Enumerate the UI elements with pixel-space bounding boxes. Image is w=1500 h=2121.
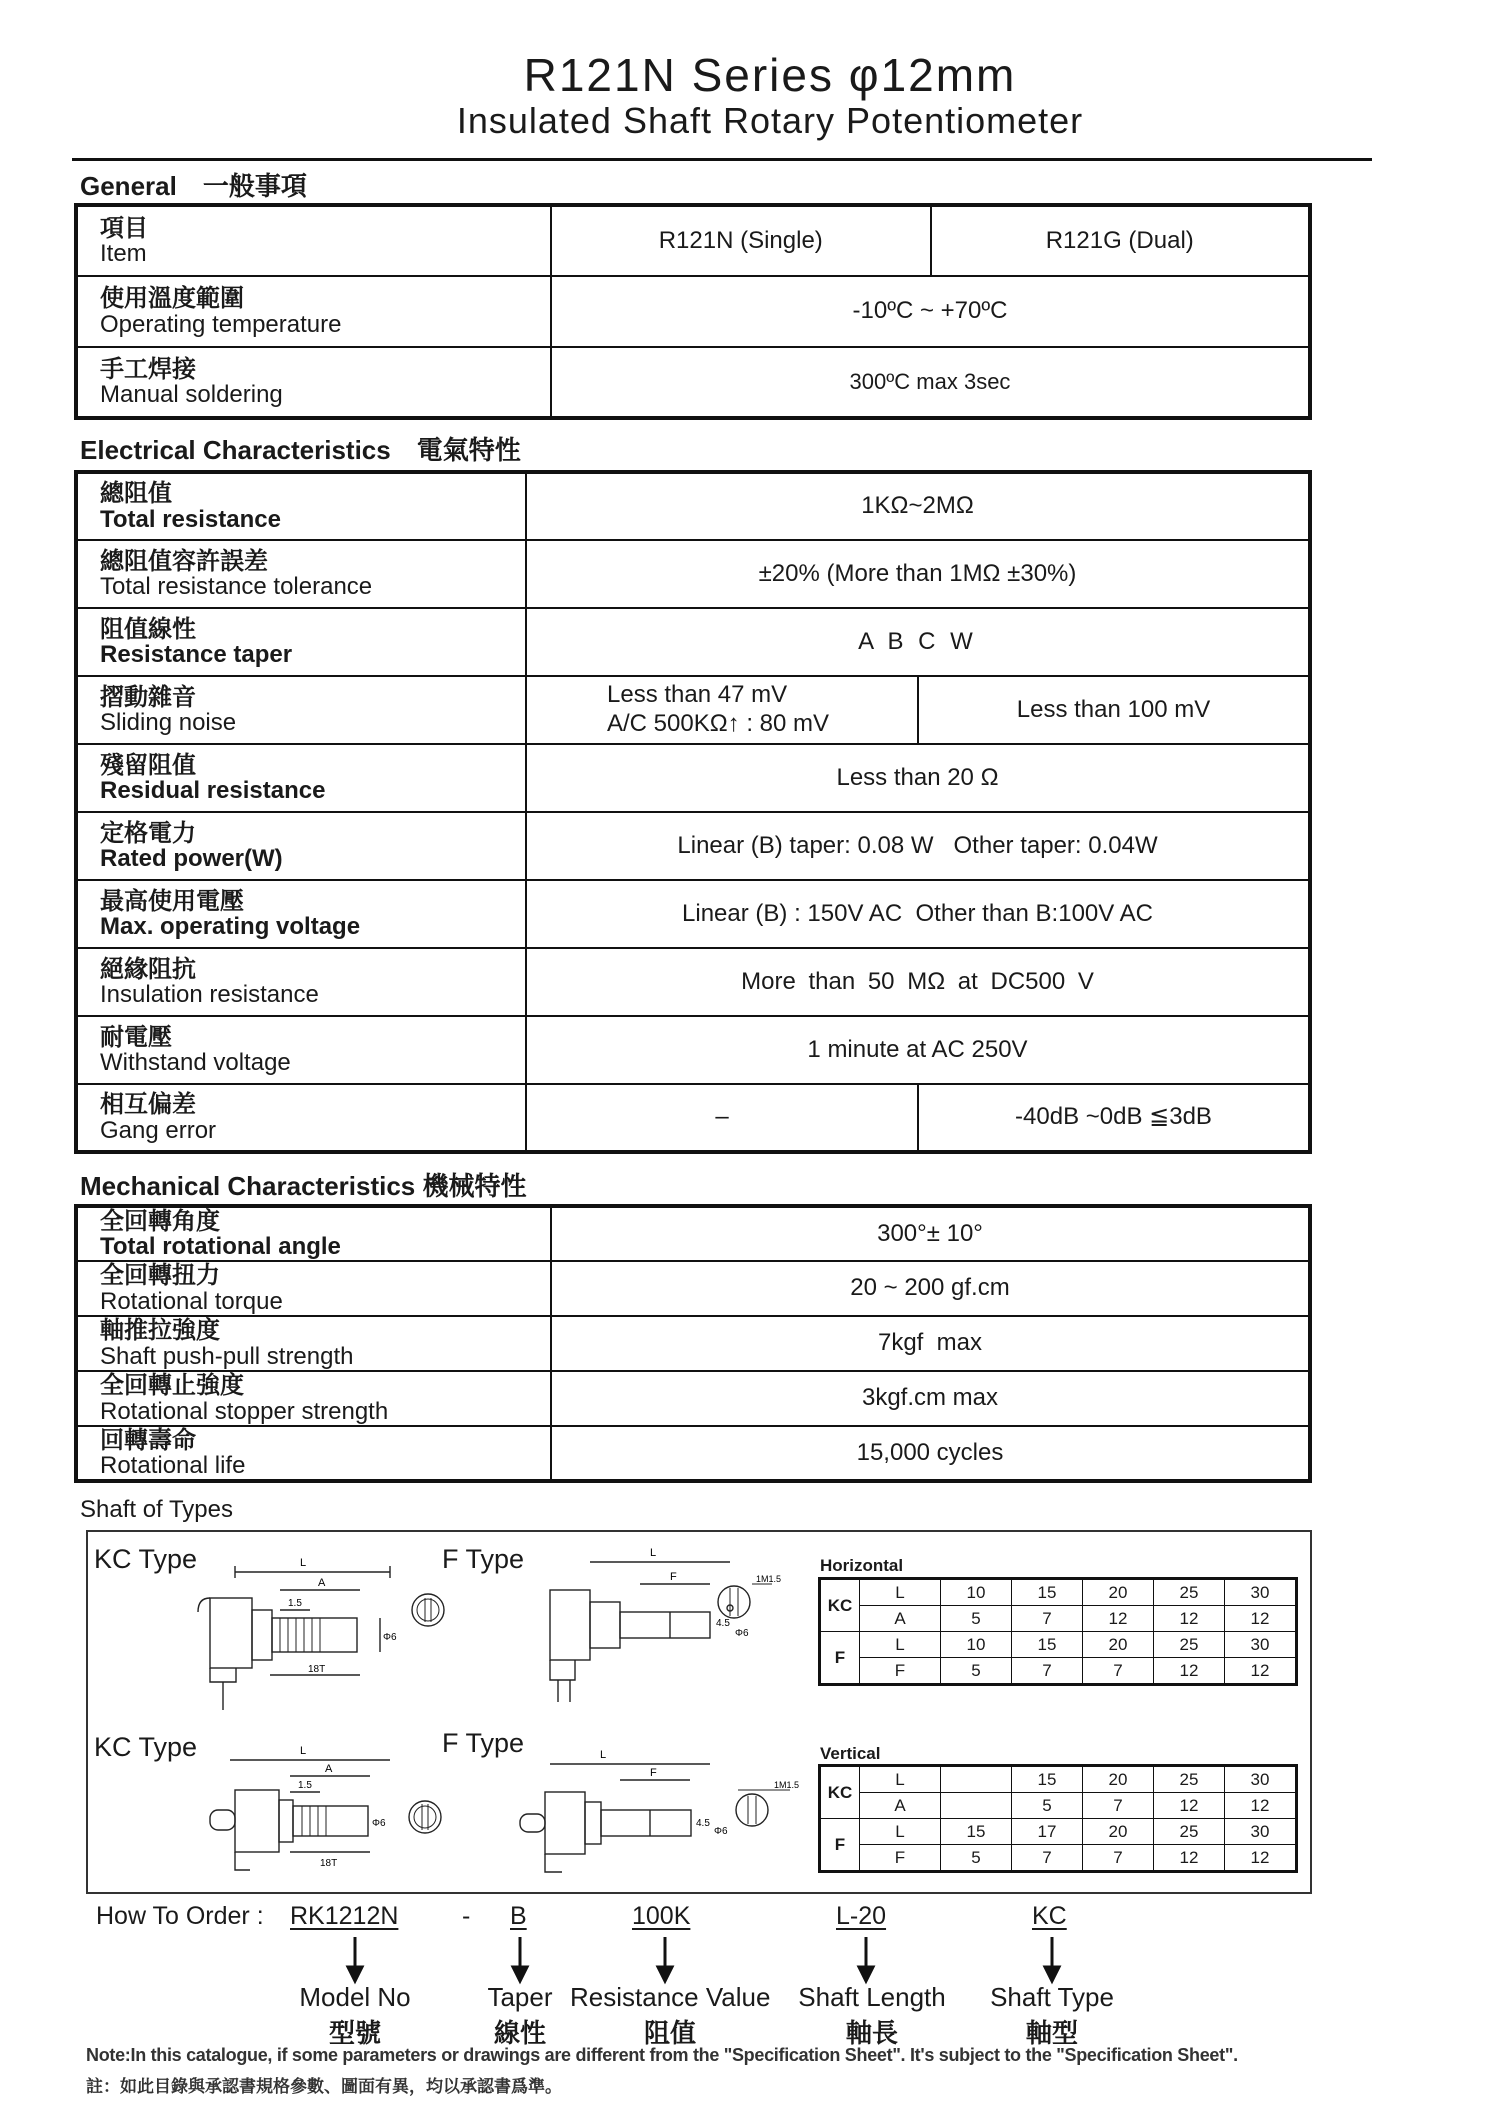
dim-18t: 18T	[308, 1664, 326, 1675]
row-label	[76, 676, 526, 744]
label-zh: 定格電力	[100, 819, 196, 847]
label-en: Item	[100, 240, 147, 267]
section-general-heading: General 一般事項	[80, 171, 307, 201]
row-label	[76, 540, 526, 608]
group-f: F	[820, 1632, 860, 1685]
label-en: Withstand voltage	[100, 1049, 291, 1076]
part-label-en: Shaft Length	[798, 1982, 946, 2012]
mechanical-table	[74, 1204, 1312, 1483]
table-cell: 30	[1225, 1632, 1297, 1658]
dim-phi6: Φ6	[372, 1818, 386, 1829]
label-en: Sliding noise	[100, 709, 237, 736]
table-row	[76, 1206, 1310, 1261]
row-value: 1 minute at AC 250V	[526, 1016, 1310, 1084]
label-en: Max. operating voltage	[100, 913, 361, 940]
table-cell: 7	[1083, 1845, 1154, 1872]
row-value: Linear (B) taper: 0.08 W Other taper: 0.04W	[526, 812, 1310, 880]
label-en: Operating temperature	[100, 310, 342, 338]
row-value-dual: R121G (Dual)	[931, 205, 1311, 276]
label-en: Rated power(W)	[100, 845, 283, 872]
table-cell: 25	[1154, 1632, 1225, 1658]
table-row	[76, 205, 1310, 276]
label-zh: 阻值線性	[100, 615, 196, 643]
label-zh: 全回轉止強度	[100, 1372, 244, 1400]
f-shaft-end-view-horizontal	[712, 1574, 802, 1624]
table-row	[76, 1316, 1310, 1371]
dim-18t: 18T	[320, 1858, 338, 1869]
sliding-noise-line1: Less than 47 mV	[607, 681, 788, 709]
table-row	[76, 608, 1310, 676]
row-value-dual: -40dB ~0dB ≦3dB	[918, 1084, 1310, 1152]
row-key: L	[860, 1766, 941, 1793]
note-chinese: 註：如此目錄與承認書規格參數、圖面有異，均以承認書爲準。	[86, 2077, 562, 2096]
part-label-zh: 線性	[493, 2018, 546, 2048]
row-label	[76, 1316, 551, 1371]
table-cell: 15	[1012, 1766, 1083, 1793]
part-label-zh: 軸長	[845, 2018, 898, 2048]
row-label	[76, 880, 526, 948]
vertical-dimension-table	[818, 1764, 1298, 1873]
part-label-en: Resistance Value	[570, 1982, 771, 2012]
row-key: L	[860, 1579, 941, 1606]
dim-m: 1M1.5	[774, 1780, 800, 1790]
group-f: F	[820, 1819, 860, 1872]
table-cell: 7	[1083, 1658, 1154, 1685]
part-label-en: Model No	[299, 1982, 411, 2012]
table-cell: 12	[1225, 1793, 1297, 1819]
table-cell: 12	[1225, 1845, 1297, 1872]
order-part-shaft-length	[792, 1982, 952, 2050]
row-key: F	[860, 1658, 941, 1685]
row-value: More than 50 MΩ at DC500 V	[526, 948, 1310, 1016]
label-zh: 絕緣阻抗	[100, 955, 196, 983]
arrow-down-icon	[348, 1967, 362, 1981]
row-key: A	[860, 1793, 941, 1819]
label-zh: 回轉壽命	[100, 1426, 196, 1454]
table-row	[76, 948, 1310, 1016]
note-english: Note:In this catalogue, if some parameters or drawings are different from the "Specification Sheet". It's subject to the "Specification Sheet".	[86, 2045, 1238, 2065]
row-label	[76, 1016, 526, 1084]
dim-l: L	[300, 1557, 307, 1569]
table-cell: 20	[1083, 1766, 1154, 1793]
table-row	[820, 1766, 1297, 1793]
part-label-zh: 軸型	[1025, 2018, 1078, 2048]
row-label	[76, 347, 551, 418]
label-zh: 總阻值容許誤差	[100, 547, 268, 575]
row-value: 20 ~ 200 gf.cm	[551, 1261, 1310, 1316]
table-cell: 12	[1154, 1658, 1225, 1685]
row-label	[76, 276, 551, 347]
label-zh: 軸推拉強度	[100, 1317, 220, 1345]
label-zh: 殘留阻值	[100, 751, 196, 779]
row-value: ±20% (More than 1MΩ ±30%)	[526, 540, 1310, 608]
title-divider	[72, 158, 1372, 161]
kc-type-label-vertical: KC Type	[94, 1732, 198, 1762]
dim-m: 1M1.5	[756, 1574, 782, 1584]
table-row	[76, 812, 1310, 880]
row-label	[76, 1206, 551, 1261]
dim-f: F	[670, 1571, 677, 1583]
kc-type-horizontal-drawing	[180, 1550, 440, 1715]
table-row	[76, 1084, 1310, 1152]
label-zh: 相互偏差	[100, 1091, 196, 1119]
table-cell: 7	[1012, 1658, 1083, 1685]
table-row	[820, 1632, 1297, 1658]
label-en: Rotational torque	[100, 1287, 283, 1315]
table-cell: 25	[1154, 1766, 1225, 1793]
row-value-dual: Less than 100 mV	[918, 676, 1310, 744]
f-type-vertical-drawing	[500, 1740, 760, 1880]
dim-a: A	[318, 1577, 326, 1589]
order-code-resistance: 100K	[632, 1902, 691, 1930]
table-cell: 10	[941, 1632, 1012, 1658]
table-row	[76, 880, 1310, 948]
order-arrows	[0, 1935, 1500, 1985]
order-code-model: RK1212N	[290, 1902, 399, 1930]
table-row	[76, 540, 1310, 608]
table-cell: 7	[1012, 1845, 1083, 1872]
order-code-shaft-length: L-20	[836, 1902, 887, 1930]
table-cell: 15	[1012, 1579, 1083, 1606]
row-key: F	[860, 1845, 941, 1872]
electrical-table	[74, 470, 1312, 1154]
row-value: -10ºC ~ +70ºC	[551, 276, 1310, 347]
label-zh: 全回轉角度	[100, 1207, 220, 1235]
table-row	[820, 1658, 1297, 1685]
table-cell	[941, 1793, 1012, 1819]
section-mechanical-heading: Mechanical Characteristics 機械特性	[80, 1171, 527, 1201]
order-part-model	[280, 1982, 430, 2050]
part-label-zh: 阻值	[643, 2018, 696, 2048]
table-cell: 5	[941, 1845, 1012, 1872]
table-cell: 15	[1012, 1632, 1083, 1658]
table-cell: 20	[1083, 1579, 1154, 1606]
table-cell: 25	[1154, 1579, 1225, 1606]
dim-phi6: Φ6	[735, 1628, 749, 1639]
order-code-taper: B	[510, 1902, 527, 1930]
label-en: Total resistance tolerance	[100, 573, 373, 600]
table-cell: 12	[1154, 1606, 1225, 1632]
dim-4-5: 4.5	[696, 1818, 710, 1829]
label-en: Resistance taper	[100, 641, 293, 668]
table-row	[76, 276, 1310, 347]
label-en: Rotational life	[100, 1452, 246, 1479]
row-key: A	[860, 1606, 941, 1632]
label-en: Shaft push-pull strength	[100, 1342, 354, 1370]
row-value: Less than 20 Ω	[526, 744, 1310, 812]
section-electrical-heading: Electrical Characteristics 電氣特性	[80, 435, 521, 465]
row-label	[76, 472, 526, 540]
label-zh: 項目	[100, 214, 148, 242]
row-key: L	[860, 1632, 941, 1658]
dim-1-5: 1.5	[288, 1598, 302, 1609]
table-cell: 15	[941, 1819, 1012, 1845]
table-cell: 12	[1154, 1793, 1225, 1819]
table-cell: 20	[1083, 1632, 1154, 1658]
table-row	[76, 1261, 1310, 1316]
table-row	[76, 676, 1310, 744]
order-part-shaft-type	[972, 1982, 1132, 2050]
label-zh: 最高使用電壓	[100, 887, 244, 915]
dim-f: F	[650, 1767, 657, 1779]
kc-shaft-end-view-vertical	[404, 1796, 446, 1838]
label-zh: 手工焊接	[100, 355, 196, 383]
dim-4-5: 4.5	[716, 1618, 730, 1629]
row-value-single: –	[526, 1084, 918, 1152]
group-kc: KC	[820, 1579, 860, 1632]
label-zh: 使用溫度範圍	[100, 285, 244, 313]
table-row	[820, 1606, 1297, 1632]
table-cell: 5	[1012, 1793, 1083, 1819]
table-cell: 5	[941, 1606, 1012, 1632]
table-cell: 25	[1154, 1819, 1225, 1845]
row-label	[76, 744, 526, 812]
f-shaft-end-view-vertical	[730, 1776, 820, 1836]
table-cell: 30	[1225, 1766, 1297, 1793]
kc-type-vertical-drawing	[190, 1740, 440, 1880]
table-cell: 30	[1225, 1579, 1297, 1606]
order-part-taper	[470, 1982, 570, 2050]
arrow-down-icon	[658, 1967, 672, 1981]
table-row	[76, 1371, 1310, 1426]
table-row	[76, 744, 1310, 812]
table-cell: 12	[1083, 1606, 1154, 1632]
dim-l: L	[650, 1547, 657, 1559]
table-row	[820, 1819, 1297, 1845]
row-value-single	[526, 676, 918, 744]
table-cell: 12	[1225, 1606, 1297, 1632]
sliding-noise-line2: A/C 500KΩ↑ : 80 mV	[607, 710, 830, 737]
label-en: Gang error	[100, 1116, 217, 1144]
horizontal-table-title: Horizontal	[820, 1556, 904, 1575]
label-zh: 全回轉扭力	[100, 1262, 220, 1290]
row-value: 15,000 cycles	[551, 1426, 1310, 1481]
row-value: 1KΩ~2MΩ	[526, 472, 1310, 540]
label-zh: 總阻值	[100, 480, 172, 508]
f-type-label-horizontal: F Type	[442, 1544, 525, 1574]
row-label	[76, 608, 526, 676]
group-kc: KC	[820, 1766, 860, 1819]
row-label	[76, 1371, 551, 1426]
part-label-en: Shaft Type	[990, 1982, 1114, 2012]
arrow-down-icon	[859, 1967, 873, 1981]
row-value: Linear (B) : 150V AC Other than B:100V AC	[526, 880, 1310, 948]
row-label	[76, 1084, 526, 1152]
table-cell: 5	[941, 1658, 1012, 1685]
dim-phi6: Φ6	[714, 1826, 728, 1837]
row-label	[76, 812, 526, 880]
order-code-shaft-type: KC	[1032, 1902, 1067, 1930]
row-key: L	[860, 1819, 941, 1845]
table-row	[76, 1016, 1310, 1084]
f-type-horizontal-drawing	[520, 1540, 780, 1710]
table-cell: 30	[1225, 1819, 1297, 1845]
row-value: A B C W	[526, 608, 1310, 676]
kc-shaft-end-view-horizontal	[408, 1590, 448, 1630]
row-label	[76, 948, 526, 1016]
dim-phi6: Φ6	[383, 1632, 397, 1643]
row-label	[76, 1261, 551, 1316]
dim-l: L	[600, 1749, 607, 1761]
table-row	[820, 1579, 1297, 1606]
table-row	[76, 1426, 1310, 1481]
table-cell: 12	[1154, 1845, 1225, 1872]
label-en: Total resistance	[100, 505, 281, 533]
part-label-zh: 型號	[328, 2018, 381, 2048]
row-value: 300ºC max 3sec	[551, 347, 1310, 418]
page-subtitle: Insulated Shaft Rotary Potentiometer	[456, 100, 1084, 141]
table-cell: 10	[941, 1579, 1012, 1606]
label-en: Manual soldering	[100, 381, 283, 408]
label-en: Rotational stopper strength	[100, 1397, 389, 1425]
label-en: Insulation resistance	[100, 981, 319, 1008]
label-en: Total rotational angle	[100, 1233, 341, 1260]
row-value: 300°± 10°	[551, 1206, 1310, 1261]
row-value-single: R121N (Single)	[551, 205, 931, 276]
row-label	[76, 205, 551, 276]
dim-1-5: 1.5	[298, 1780, 312, 1791]
row-value: 3kgf.cm max	[551, 1371, 1310, 1426]
arrow-down-icon	[513, 1967, 527, 1981]
table-cell	[941, 1766, 1012, 1793]
vertical-table-title: Vertical	[820, 1744, 881, 1763]
dim-l: L	[300, 1745, 307, 1757]
table-cell: 7	[1083, 1793, 1154, 1819]
label-en: Residual resistance	[100, 777, 326, 804]
table-row	[76, 472, 1310, 540]
table-row	[820, 1793, 1297, 1819]
table-cell: 20	[1083, 1819, 1154, 1845]
kc-type-label-horizontal: KC Type	[94, 1544, 198, 1574]
table-row	[820, 1845, 1297, 1872]
arrow-down-icon	[1045, 1967, 1059, 1981]
f-type-label-vertical: F Type	[442, 1728, 525, 1758]
row-label	[76, 1426, 551, 1481]
label-zh: 摺動雜音	[100, 683, 196, 711]
part-label-en: Taper	[487, 1982, 553, 2012]
order-part-resistance	[570, 1982, 770, 2050]
dim-a: A	[325, 1763, 333, 1775]
page-title: R121N Series φ12mm	[523, 49, 1017, 101]
table-row	[76, 347, 1310, 418]
shaft-types-label: Shaft of Types	[80, 1496, 233, 1523]
order-dash: -	[462, 1902, 471, 1930]
general-table	[74, 203, 1312, 420]
row-value: 7kgf max	[551, 1316, 1310, 1371]
label-zh: 耐電壓	[100, 1023, 172, 1051]
table-cell: 17	[1012, 1819, 1083, 1845]
table-cell: 7	[1012, 1606, 1083, 1632]
horizontal-dimension-table	[818, 1577, 1298, 1686]
how-to-order-label: How To Order :	[96, 1902, 264, 1930]
table-cell: 12	[1225, 1658, 1297, 1685]
